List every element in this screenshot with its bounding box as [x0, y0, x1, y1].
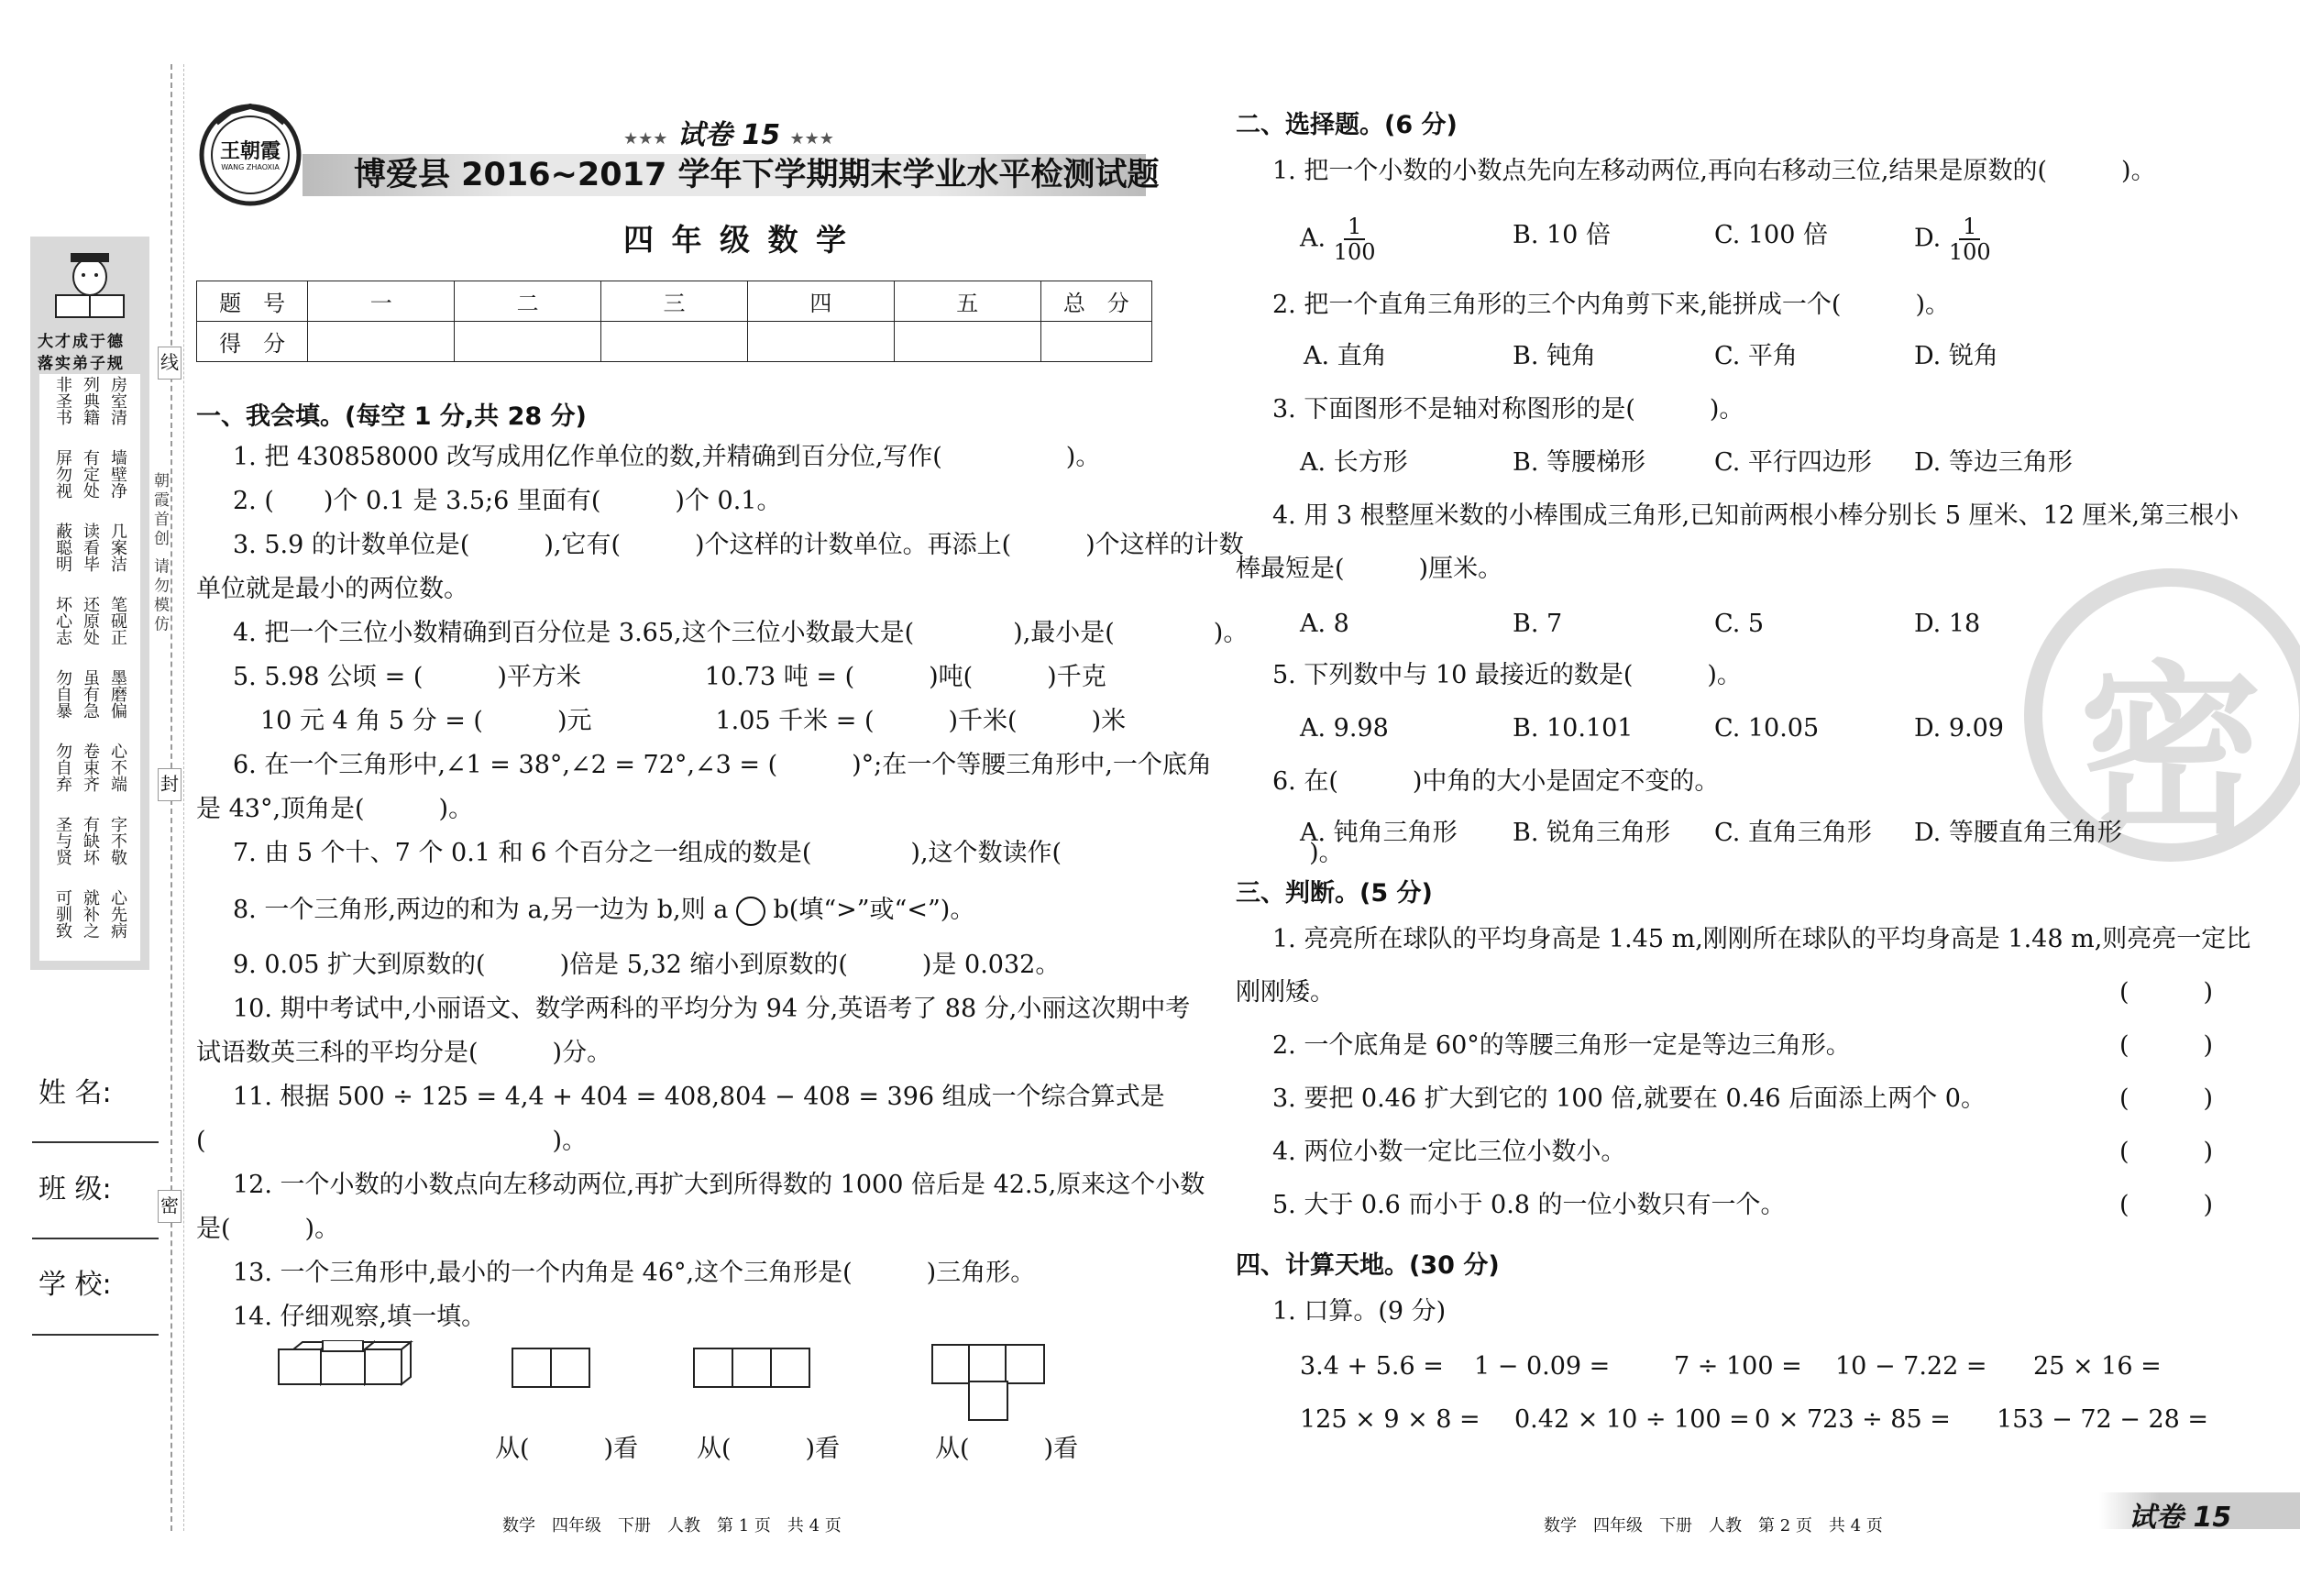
class-field[interactable] [32, 1238, 159, 1239]
view-answer-1: 从( )看 [495, 1435, 639, 1463]
option: C. 10.05 [1714, 714, 1820, 743]
question-line: 10. 期中考试中,小丽语文、数学两科的平均分为 94 分,英语考了 88 分,小丽这次期中考 [233, 995, 1191, 1023]
rule-group [39, 743, 140, 814]
question-line: 1. 把 430858000 改写成用亿作单位的数,并精确到百分位,写作( )。 [233, 443, 1101, 471]
judge-answer[interactable]: ( ) [2119, 1084, 2214, 1113]
view-grid-2 [512, 1348, 590, 1388]
question-line: 9. 0.05 扩大到原数的( )倍是 5,32 缩小到原数的( )是 0.032。 [233, 951, 1061, 979]
score-cell: 一 [308, 281, 455, 322]
view-grid-t [931, 1344, 1049, 1425]
s3-q3: 3. 要把 0.46 扩大到它的 100 倍,就要在 0.46 后面添上两个 0。 [1272, 1084, 1986, 1113]
score-row-score [197, 322, 1152, 362]
s2-q2: 2. 把一个直角三角形的三个内角剪下来,能拼成一个( )。 [1272, 291, 1950, 319]
rule-column: 屏勿视 [53, 449, 72, 499]
fraction [1949, 215, 1991, 264]
rule-column: 笔砚正 [108, 596, 127, 645]
option: B. 锐角三角形 [1513, 819, 1671, 847]
rules-grid [39, 376, 140, 961]
judge-answer[interactable]: ( ) [2119, 1191, 2214, 1219]
option: A. 钝角三角形 [1300, 819, 1458, 847]
question-line: 7. 由 5 个十、7 个 0.1 和 6 个百分之一组成的数是( ),这个数读作( )。 [233, 839, 1344, 867]
compare-circle-input[interactable] [736, 897, 765, 926]
s3-q4: 4. 两位小数一定比三位小数小。 [1272, 1138, 1626, 1166]
score-label: 得 分 [197, 322, 308, 362]
rule-column: 勿自弃 [53, 743, 72, 792]
score-cell: 总 分 [1040, 281, 1151, 322]
seal-top: 线 [158, 347, 182, 380]
question-line: 14. 仔细观察,填一填。 [233, 1303, 487, 1331]
option: C. 5 [1714, 610, 1765, 638]
question-line: 3. 5.9 的计数单位是( ),它有( )个这样的计数单位。再添上( )个这样的计数 [233, 531, 1244, 559]
stars-right: ★★★ [789, 129, 834, 149]
page-title: 博爱县 2016~2017 学年下学期期末学业水平检测试题 [354, 157, 1160, 193]
score-input[interactable] [894, 322, 1040, 362]
section4-heading: 四、计算天地。(30 分) [1236, 1251, 1500, 1280]
s3-q1a: 1. 亮亮所在球队的平均身高是 1.45 m,刚刚所在球队的平均身高是 1.48 m,则亮亮一定比 [1272, 925, 2251, 953]
rule-column: 墙壁净 [108, 449, 127, 499]
rule-column: 可驯致 [53, 889, 72, 939]
s2-q1-opt-b: B. 10 倍 [1513, 221, 1611, 249]
s2-q3: 3. 下面图形不是轴对称图形的是( )。 [1272, 395, 1744, 424]
rule-column: 有缺坏 [81, 816, 100, 865]
rule-column: 就补之 [81, 889, 100, 939]
s2-q1-opt-d [1914, 215, 1991, 264]
s4-sub1: 1. 口算。(9 分) [1272, 1297, 1447, 1326]
rule-column: 几案洁 [108, 523, 127, 572]
question-line: 13. 一个三角形中,最小的一个内角是 46°,这个三角形是( )三角形。 [233, 1259, 1036, 1287]
calc-item: 7 ÷ 100 = [1674, 1352, 1802, 1381]
calc-item: 10 − 7.22 = [1835, 1352, 1987, 1381]
option: B. 钝角 [1513, 342, 1597, 370]
view-cell [550, 1348, 590, 1388]
option: A. 长方形 [1300, 448, 1408, 477]
fraction-denominator: 100 [1333, 239, 1376, 265]
score-cell: 二 [455, 281, 601, 322]
view-cell [770, 1348, 810, 1388]
score-input[interactable] [1040, 322, 1151, 362]
slogan-2: 落实弟子规 [38, 355, 125, 373]
cube-figure [275, 1340, 422, 1408]
s2-q1-opt-c: C. 100 倍 [1714, 221, 1828, 249]
rule-column: 读看毕 [81, 523, 100, 572]
score-table [196, 281, 1152, 362]
name-field[interactable] [32, 1141, 159, 1143]
calc-item: 25 × 16 = [2033, 1352, 2162, 1381]
question-line: 5. 5.98 公顷 = ( )平方米 10.73 吨 = ( )吨( )千克 [233, 663, 1106, 691]
view-cell [968, 1344, 1008, 1384]
rule-column: 圣与贤 [53, 816, 72, 865]
s3-q2: 2. 一个底角是 60°的等腰三角形一定是等边三角形。 [1272, 1031, 1851, 1060]
rule-column: 心不端 [108, 743, 127, 792]
rule-group [39, 889, 140, 961]
option: D. 18 [1914, 610, 1981, 638]
score-row-header [197, 281, 1152, 322]
section1-heading: 一、我会填。(每空 1 分,共 28 分) [196, 402, 587, 431]
judge-answer[interactable]: ( ) [2119, 1138, 2214, 1166]
s2-q4b: 棒最短是( )厘米。 [1236, 555, 1503, 583]
rule-column: 有定处 [81, 449, 100, 499]
question-8 [233, 895, 974, 926]
s3-q5: 5. 大于 0.6 而小于 0.8 的一位小数只有一个。 [1272, 1191, 1786, 1219]
question-line: 12. 一个小数的小数点向左移动两位,再扩大到所得数的 1000 倍后是 42.5,原来这个小数 [233, 1171, 1205, 1199]
binding-line-right [183, 64, 184, 1531]
opt-a-label: A. [1300, 224, 1326, 253]
school-field[interactable] [32, 1334, 159, 1336]
view-answer-2: 从( )看 [697, 1435, 841, 1463]
rule-column: 卷束齐 [81, 743, 100, 792]
view-cell [1005, 1344, 1045, 1384]
s2-q4a: 4. 用 3 根整厘米数的小棒围成三角形,已知前两根小棒分别长 5 厘米、12 厘米,第三根小 [1272, 501, 2239, 530]
score-cell: 五 [894, 281, 1040, 322]
question-line: 是( )。 [196, 1215, 340, 1243]
rule-group [39, 669, 140, 741]
s2-q6: 6. 在( )中角的大小是固定不变的。 [1272, 767, 1720, 796]
fraction-denominator: 100 [1948, 239, 1991, 265]
score-cell: 题 号 [197, 281, 308, 322]
view-cell [931, 1344, 972, 1384]
rule-group [39, 523, 140, 594]
question-line: 4. 把一个三位小数精确到百分位是 3.65,这个三位小数最大是( ),最小是( )。 [233, 619, 1249, 647]
calc-item: 153 − 72 − 28 = [1997, 1405, 2209, 1434]
rule-column: 虽有急 [81, 669, 100, 719]
logo-sub: WANG ZHAOXIA [221, 163, 280, 171]
question-line: 6. 在一个三角形中,∠1 = 38°,∠2 = 72°,∠3 = ( )°;在一个等腰三角形中,一个底角 [233, 751, 1212, 779]
rule-column: 字不敬 [108, 816, 127, 865]
rule-column: 坏心志 [53, 596, 72, 645]
q8-post: b(填“>”或“<”)。 [773, 896, 975, 924]
calc-item: 3.4 + 5.6 = [1300, 1352, 1444, 1381]
footer-left: 数学 四年级 下册 人教 第 1 页 共 4 页 [502, 1516, 842, 1535]
s2-q1: 1. 把一个小数的小数点先向左移动两位,再向右移动三位,结果是原数的( )。 [1272, 157, 2156, 185]
rules-box [39, 374, 140, 961]
seal-bot: 密 [158, 1190, 182, 1223]
question-line: 10 元 4 角 5 分 = ( )元 1.05 千米 = ( )千米( )米 [260, 707, 1127, 735]
copyright-note: 朝霞首创 请勿模仿 [150, 472, 169, 635]
calc-item: 0 × 723 ÷ 85 = [1755, 1405, 1951, 1434]
option: C. 平角 [1714, 342, 1798, 370]
view-grid-3 [693, 1348, 810, 1388]
rule-group [39, 596, 140, 667]
rule-column: 列典籍 [81, 376, 100, 425]
question-line: 11. 根据 500 ÷ 125 = 4,4 + 404 = 408,804 − 408 = 396 组成一个综合算式是 [233, 1083, 1165, 1111]
option: D. 等边三角形 [1914, 448, 2073, 477]
rule-column: 勿自暴 [53, 669, 72, 719]
rule-group [39, 816, 140, 887]
view-cell [693, 1348, 733, 1388]
option: B. 7 [1513, 610, 1563, 638]
score-input[interactable] [747, 322, 894, 362]
view-cell [968, 1381, 1008, 1421]
exam-tag: 试卷 15 [677, 119, 781, 151]
class-label: 班 级: [39, 1173, 112, 1205]
s3-q1b: 刚刚矮。 [1236, 978, 1335, 1007]
fraction [1334, 215, 1376, 264]
rule-column: 蔽聪明 [53, 523, 72, 572]
fraction-numerator: 1 [1344, 215, 1365, 240]
scholar-illustration [50, 244, 129, 326]
footer-tag: 试卷 15 [2129, 1502, 2232, 1534]
q8-pre: 8. 一个三角形,两边的和为 a,另一边为 b,则 a [233, 896, 729, 924]
page-subtitle: 四 年 级 数 学 [623, 222, 850, 258]
rule-column: 房室清 [108, 376, 127, 425]
question-line: 试语数英三科的平均分是( )分。 [196, 1039, 612, 1067]
view-answer-3: 从( )看 [935, 1435, 1079, 1463]
option: D. 9.09 [1914, 714, 2004, 743]
s2-q1-opt-a [1300, 215, 1376, 264]
option: C. 直角三角形 [1714, 819, 1872, 847]
option: B. 等腰梯形 [1513, 448, 1646, 477]
judge-answer[interactable]: ( ) [2119, 1031, 2214, 1060]
judge-answer[interactable]: ( ) [2119, 978, 2214, 1007]
question-line: 单位就是最小的两位数。 [196, 575, 468, 603]
section2-heading: 二、选择题。(6 分) [1236, 111, 1458, 139]
score-cell: 四 [747, 281, 894, 322]
option: D. 锐角 [1914, 342, 1998, 370]
rule-column: 还原处 [81, 596, 100, 645]
rule-column: 心先病 [108, 889, 127, 939]
exam-tag-row [623, 112, 834, 152]
sidebar-panel [30, 237, 149, 970]
name-label: 姓 名: [39, 1077, 112, 1109]
rule-group [39, 449, 140, 521]
question-line: ( )。 [196, 1127, 588, 1155]
score-input[interactable] [455, 322, 601, 362]
option: D. 等腰直角三角形 [1914, 819, 2122, 847]
seal-mid: 封 [158, 768, 182, 801]
rule-column: 非圣书 [53, 376, 72, 425]
view-cell [732, 1348, 772, 1388]
question-line: 是 43°,顶角是( )。 [196, 795, 474, 823]
option: A. 8 [1300, 610, 1349, 638]
option: A. 9.98 [1300, 714, 1389, 743]
score-input[interactable] [308, 322, 455, 362]
question-line: 2. ( )个 0.1 是 3.5;6 里面有( )个 0.1。 [233, 487, 782, 515]
fraction-numerator: 1 [1959, 215, 1980, 240]
calc-item: 0.42 × 10 ÷ 100 = [1514, 1405, 1750, 1434]
score-input[interactable] [601, 322, 748, 362]
calc-item: 125 × 9 × 8 = [1300, 1405, 1480, 1434]
rule-group [39, 376, 140, 447]
opt-d-label: D. [1914, 224, 1942, 253]
stars-left: ★★★ [623, 129, 668, 149]
s2-q5: 5. 下列数中与 10 最接近的数是( )。 [1272, 661, 1742, 689]
option: B. 10.101 [1513, 714, 1634, 743]
header-logo [198, 103, 303, 207]
option: C. 平行四边形 [1714, 448, 1872, 477]
footer-right: 数学 四年级 下册 人教 第 2 页 共 4 页 [1544, 1516, 1883, 1535]
view-cell [512, 1348, 552, 1388]
logo-text: 王朝霞 [219, 140, 281, 163]
calc-item: 1 − 0.09 = [1474, 1352, 1611, 1381]
rule-column: 墨磨偏 [108, 669, 127, 719]
watermark-char: 密 [2078, 645, 2262, 859]
section3-heading: 三、判断。(5 分) [1236, 879, 1433, 908]
score-cell: 三 [601, 281, 748, 322]
slogan-1: 大才成于德 [38, 333, 125, 351]
school-label: 学 校: [39, 1269, 112, 1301]
option: A. 直角 [1304, 342, 1387, 370]
